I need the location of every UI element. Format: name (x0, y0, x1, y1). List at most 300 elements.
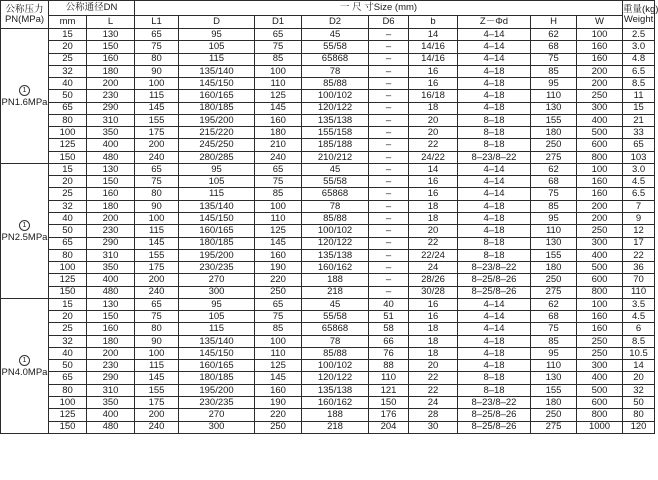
cell-l1: 90 (135, 65, 179, 77)
cell-z-phid: 8–25/8–26 (458, 286, 531, 298)
cell-d: 105 (179, 41, 255, 53)
cell-l: 480 (87, 151, 135, 163)
cell-d: 105 (179, 311, 255, 323)
cell-dn-mm: 50 (49, 225, 87, 237)
cell-d: 145/150 (179, 347, 255, 359)
cell-d1: 220 (255, 409, 302, 421)
cell-d1: 75 (255, 176, 302, 188)
cell-d6: – (369, 225, 409, 237)
cell-d2: 55/58 (302, 176, 369, 188)
cell-z-phid: 4–18 (458, 360, 531, 372)
cell-b: 16/18 (409, 90, 458, 102)
cell-dn-mm: 15 (49, 298, 87, 310)
cell-l: 150 (87, 176, 135, 188)
cell-dn-mm: 150 (49, 151, 87, 163)
cell-weight: 2.5 (623, 29, 655, 41)
cell-l1: 155 (135, 384, 179, 396)
cell-h: 68 (531, 311, 577, 323)
table-row (1, 29, 655, 41)
cell-l: 160 (87, 188, 135, 200)
col-header-l: L (87, 16, 135, 29)
cell-h: 85 (531, 335, 577, 347)
cell-h: 110 (531, 225, 577, 237)
cell-b: 24 (409, 396, 458, 408)
cell-d6: – (369, 53, 409, 65)
col-header-w: W (577, 16, 623, 29)
cell-d6: 204 (369, 421, 409, 433)
cell-w: 400 (577, 372, 623, 384)
col-header-h: H (531, 16, 577, 29)
cell-d6: – (369, 176, 409, 188)
cell-d1: 160 (255, 384, 302, 396)
cell-w: 400 (577, 249, 623, 261)
cell-l: 180 (87, 65, 135, 77)
cell-b: 22 (409, 237, 458, 249)
cell-w: 400 (577, 114, 623, 126)
cell-dn-mm: 100 (49, 262, 87, 274)
cell-d1: 110 (255, 212, 302, 224)
cell-d1: 190 (255, 262, 302, 274)
cell-z-phid: 8–18 (458, 249, 531, 261)
cell-d1: 100 (255, 335, 302, 347)
cell-d1: 85 (255, 53, 302, 65)
circled-number: 1 (19, 220, 30, 231)
cell-b: 18 (409, 200, 458, 212)
cell-dn-mm: 20 (49, 41, 87, 53)
cell-l1: 90 (135, 335, 179, 347)
cell-h: 250 (531, 139, 577, 151)
cell-z-phid: 8–18 (458, 237, 531, 249)
cell-d6: – (369, 249, 409, 261)
size-label: 尺 寸Size (mm) (352, 2, 418, 14)
cell-w: 200 (577, 78, 623, 90)
cell-weight: 3.0 (623, 163, 655, 175)
cell-h: 275 (531, 151, 577, 163)
table-row (1, 335, 655, 347)
cell-l1: 200 (135, 139, 179, 151)
cell-weight: 3.0 (623, 41, 655, 53)
cell-d: 145/150 (179, 78, 255, 90)
cell-h: 95 (531, 347, 577, 359)
cell-l1: 145 (135, 372, 179, 384)
cell-d2: 45 (302, 298, 369, 310)
cell-d: 180/185 (179, 372, 255, 384)
table-row (1, 102, 655, 114)
dn-header: 公称通径DN (49, 1, 135, 16)
table-row (1, 409, 655, 421)
cell-d2: 78 (302, 65, 369, 77)
cell-d6: 66 (369, 335, 409, 347)
cell-d6: – (369, 188, 409, 200)
cell-h: 62 (531, 298, 577, 310)
cell-d1: 145 (255, 372, 302, 384)
cell-weight: 3.5 (623, 298, 655, 310)
cell-d2: 100/102 (302, 90, 369, 102)
cell-b: 30 (409, 421, 458, 433)
cell-b: 18 (409, 323, 458, 335)
cell-d1: 160 (255, 114, 302, 126)
cell-d1: 100 (255, 200, 302, 212)
cell-dn-mm: 15 (49, 29, 87, 41)
cell-d: 300 (179, 421, 255, 433)
cell-weight: 9 (623, 212, 655, 224)
cell-l1: 115 (135, 360, 179, 372)
cell-d: 180/185 (179, 237, 255, 249)
cell-d: 280/285 (179, 151, 255, 163)
cell-weight: 70 (623, 274, 655, 286)
cell-dn-mm: 80 (49, 114, 87, 126)
cell-weight: 4.5 (623, 311, 655, 323)
pressure-group-cell (1, 298, 49, 433)
cell-w: 100 (577, 163, 623, 175)
cell-l: 200 (87, 347, 135, 359)
cell-l1: 175 (135, 127, 179, 139)
cell-z-phid: 4–18 (458, 102, 531, 114)
cell-d6: – (369, 286, 409, 298)
table-row (1, 298, 655, 310)
cell-d1: 220 (255, 274, 302, 286)
table-row (1, 188, 655, 200)
cell-l: 180 (87, 335, 135, 347)
cell-d6: – (369, 78, 409, 90)
col-header-d6: D6 (369, 16, 409, 29)
cell-b: 28/26 (409, 274, 458, 286)
cell-d2: 188 (302, 274, 369, 286)
cell-w: 600 (577, 274, 623, 286)
cell-w: 300 (577, 237, 623, 249)
cell-h: 130 (531, 102, 577, 114)
cell-h: 250 (531, 274, 577, 286)
cell-dn-mm: 32 (49, 335, 87, 347)
cell-d6: – (369, 102, 409, 114)
cell-z-phid: 4–18 (458, 65, 531, 77)
cell-w: 160 (577, 323, 623, 335)
table-row (1, 225, 655, 237)
cell-d2: 120/122 (302, 102, 369, 114)
weight-label: 重量(kg) (623, 4, 658, 15)
cell-weight: 15 (623, 102, 655, 114)
cell-z-phid: 4–14 (458, 311, 531, 323)
cell-l1: 65 (135, 163, 179, 175)
cell-d1: 65 (255, 29, 302, 41)
cell-l1: 200 (135, 274, 179, 286)
cell-h: 155 (531, 384, 577, 396)
cell-l1: 80 (135, 53, 179, 65)
cell-d1: 210 (255, 139, 302, 151)
table-row (1, 372, 655, 384)
table-row (1, 396, 655, 408)
cell-w: 1000 (577, 421, 623, 433)
cell-l: 160 (87, 53, 135, 65)
table-row (1, 249, 655, 261)
cell-d: 95 (179, 163, 255, 175)
pressure-rating: PN1.6MPa (1, 96, 48, 108)
cell-l: 350 (87, 127, 135, 139)
cell-d1: 75 (255, 311, 302, 323)
table-row (1, 200, 655, 212)
cell-h: 180 (531, 396, 577, 408)
cell-dn-mm: 40 (49, 78, 87, 90)
cell-l: 400 (87, 409, 135, 421)
cell-z-phid: 4–14 (458, 188, 531, 200)
table-row (1, 286, 655, 298)
cell-d1: 65 (255, 163, 302, 175)
cell-dn-mm: 80 (49, 249, 87, 261)
cell-weight: 12 (623, 225, 655, 237)
cell-l: 150 (87, 41, 135, 53)
cell-d1: 145 (255, 237, 302, 249)
cell-dn-mm: 32 (49, 200, 87, 212)
cell-l1: 100 (135, 78, 179, 90)
col-header-b: b (409, 16, 458, 29)
cell-weight: 110 (623, 286, 655, 298)
cell-l1: 90 (135, 200, 179, 212)
table-row (1, 53, 655, 65)
cell-d6: 76 (369, 347, 409, 359)
cell-b: 16 (409, 311, 458, 323)
table-row (1, 274, 655, 286)
cell-h: 68 (531, 41, 577, 53)
cell-weight: 21 (623, 114, 655, 126)
cell-d: 245/250 (179, 139, 255, 151)
cell-d2: 160/162 (302, 396, 369, 408)
cell-d6: – (369, 262, 409, 274)
cell-h: 68 (531, 176, 577, 188)
cell-weight: 14 (623, 360, 655, 372)
cell-l: 310 (87, 384, 135, 396)
cell-l1: 155 (135, 114, 179, 126)
cell-d2: 120/122 (302, 372, 369, 384)
table-row (1, 311, 655, 323)
cell-h: 95 (531, 78, 577, 90)
cell-d6: 150 (369, 396, 409, 408)
cell-d1: 125 (255, 360, 302, 372)
cell-h: 275 (531, 286, 577, 298)
cell-dn-mm: 15 (49, 163, 87, 175)
pressure-group-cell (1, 163, 49, 298)
cell-d6: – (369, 151, 409, 163)
cell-dn-mm: 80 (49, 384, 87, 396)
cell-h: 110 (531, 360, 577, 372)
table-row (1, 384, 655, 396)
pressure-unit: PN(MPa) (4, 13, 45, 25)
cell-weight: 11 (623, 90, 655, 102)
cell-w: 800 (577, 151, 623, 163)
cell-d1: 190 (255, 396, 302, 408)
cell-d2: 120/122 (302, 237, 369, 249)
cell-l1: 240 (135, 151, 179, 163)
cell-l1: 80 (135, 323, 179, 335)
cell-l1: 75 (135, 311, 179, 323)
cell-d: 115 (179, 323, 255, 335)
cell-h: 62 (531, 163, 577, 175)
cell-d2: 85/88 (302, 78, 369, 90)
cell-d1: 65 (255, 298, 302, 310)
cell-b: 22 (409, 384, 458, 396)
cell-z-phid: 8–23/8–22 (458, 396, 531, 408)
cell-z-phid: 8–25/8–26 (458, 409, 531, 421)
cell-d1: 240 (255, 151, 302, 163)
header-row-1 (1, 1, 655, 16)
cell-dn-mm: 50 (49, 90, 87, 102)
cell-d2: 210/212 (302, 151, 369, 163)
cell-w: 250 (577, 225, 623, 237)
cell-w: 200 (577, 212, 623, 224)
table-row (1, 163, 655, 175)
cell-l: 230 (87, 90, 135, 102)
cell-d: 145/150 (179, 212, 255, 224)
cell-l1: 115 (135, 90, 179, 102)
cell-d1: 160 (255, 249, 302, 261)
cell-dn-mm: 125 (49, 274, 87, 286)
cell-b: 20 (409, 225, 458, 237)
cell-weight: 33 (623, 127, 655, 139)
cell-d2: 85/88 (302, 347, 369, 359)
cell-dn-mm: 32 (49, 65, 87, 77)
cell-d6: – (369, 114, 409, 126)
cell-d: 230/235 (179, 396, 255, 408)
cell-l: 400 (87, 139, 135, 151)
table-row (1, 360, 655, 372)
cell-h: 130 (531, 237, 577, 249)
cell-weight: 65 (623, 139, 655, 151)
table-row (1, 151, 655, 163)
cell-d: 115 (179, 53, 255, 65)
cell-z-phid: 8–18 (458, 127, 531, 139)
table-row (1, 212, 655, 224)
table-row (1, 90, 655, 102)
cell-w: 300 (577, 102, 623, 114)
cell-d6: – (369, 200, 409, 212)
table-row (1, 176, 655, 188)
cell-weight: 36 (623, 262, 655, 274)
cell-dn-mm: 125 (49, 409, 87, 421)
cell-b: 14 (409, 163, 458, 175)
cell-d: 160/165 (179, 225, 255, 237)
cell-dn-mm: 50 (49, 360, 87, 372)
cell-d1: 125 (255, 90, 302, 102)
cell-w: 160 (577, 311, 623, 323)
cell-w: 160 (577, 188, 623, 200)
cell-h: 95 (531, 212, 577, 224)
cell-z-phid: 4–14 (458, 176, 531, 188)
cell-weight: 4.5 (623, 176, 655, 188)
cell-d2: 100/102 (302, 225, 369, 237)
cell-d1: 250 (255, 421, 302, 433)
cell-d: 160/165 (179, 90, 255, 102)
cell-l: 230 (87, 225, 135, 237)
cell-dn-mm: 65 (49, 237, 87, 249)
cell-d: 135/140 (179, 335, 255, 347)
col-header-z-phid: Z－Φd (458, 16, 531, 29)
cell-dn-mm: 125 (49, 139, 87, 151)
cell-z-phid: 4–18 (458, 212, 531, 224)
cell-z-phid: 8–25/8–26 (458, 274, 531, 286)
cell-d1: 125 (255, 225, 302, 237)
cell-weight: 32 (623, 384, 655, 396)
cell-d2: 135/138 (302, 114, 369, 126)
cell-w: 300 (577, 360, 623, 372)
cell-d6: – (369, 41, 409, 53)
cell-h: 130 (531, 372, 577, 384)
cell-d1: 110 (255, 78, 302, 90)
cell-d6: – (369, 163, 409, 175)
cell-dn-mm: 20 (49, 176, 87, 188)
cell-l1: 75 (135, 41, 179, 53)
cell-d1: 85 (255, 188, 302, 200)
cell-w: 500 (577, 127, 623, 139)
cell-d6: – (369, 90, 409, 102)
cell-dn-mm: 150 (49, 421, 87, 433)
cell-d6: – (369, 212, 409, 224)
cell-z-phid: 4–18 (458, 90, 531, 102)
cell-d2: 218 (302, 286, 369, 298)
cell-l1: 100 (135, 212, 179, 224)
weight-header (623, 1, 658, 29)
cell-h: 155 (531, 249, 577, 261)
cell-w: 800 (577, 286, 623, 298)
cell-d: 230/235 (179, 262, 255, 274)
cell-b: 22/24 (409, 249, 458, 261)
cell-l: 180 (87, 200, 135, 212)
cell-h: 180 (531, 262, 577, 274)
cell-h: 180 (531, 127, 577, 139)
cell-d2: 55/58 (302, 41, 369, 53)
cell-l1: 145 (135, 102, 179, 114)
cell-d: 195/200 (179, 384, 255, 396)
cell-b: 16 (409, 65, 458, 77)
cell-w: 100 (577, 29, 623, 41)
cell-l: 310 (87, 114, 135, 126)
cell-d6: 88 (369, 360, 409, 372)
cell-w: 500 (577, 384, 623, 396)
cell-z-phid: 8–18 (458, 139, 531, 151)
cell-b: 18 (409, 212, 458, 224)
cell-b: 20 (409, 360, 458, 372)
cell-d: 115 (179, 188, 255, 200)
weight-en: Weight (623, 13, 654, 25)
cell-d2: 155/158 (302, 127, 369, 139)
cell-weight: 8.5 (623, 335, 655, 347)
cell-l: 350 (87, 396, 135, 408)
col-header-d1: D1 (255, 16, 302, 29)
cell-dn-mm: 100 (49, 127, 87, 139)
cell-l1: 65 (135, 29, 179, 41)
pressure-rating: PN2.5MPa (1, 231, 48, 243)
cell-d: 135/140 (179, 200, 255, 212)
cell-d6: 121 (369, 384, 409, 396)
cell-l: 200 (87, 212, 135, 224)
cell-l: 290 (87, 372, 135, 384)
cell-dn-mm: 65 (49, 102, 87, 114)
cell-d2: 65868 (302, 53, 369, 65)
cell-b: 30/28 (409, 286, 458, 298)
cell-weight: 6.5 (623, 188, 655, 200)
table-row (1, 127, 655, 139)
cell-d6: 51 (369, 311, 409, 323)
cell-l1: 65 (135, 298, 179, 310)
cell-b: 22 (409, 372, 458, 384)
cell-d2: 55/58 (302, 311, 369, 323)
cell-b: 14 (409, 29, 458, 41)
cell-w: 100 (577, 298, 623, 310)
cell-b: 18 (409, 102, 458, 114)
cell-w: 600 (577, 139, 623, 151)
circled-number: 1 (19, 85, 30, 96)
cell-l: 350 (87, 262, 135, 274)
size-mark: 一 (339, 2, 350, 14)
table-row (1, 262, 655, 274)
